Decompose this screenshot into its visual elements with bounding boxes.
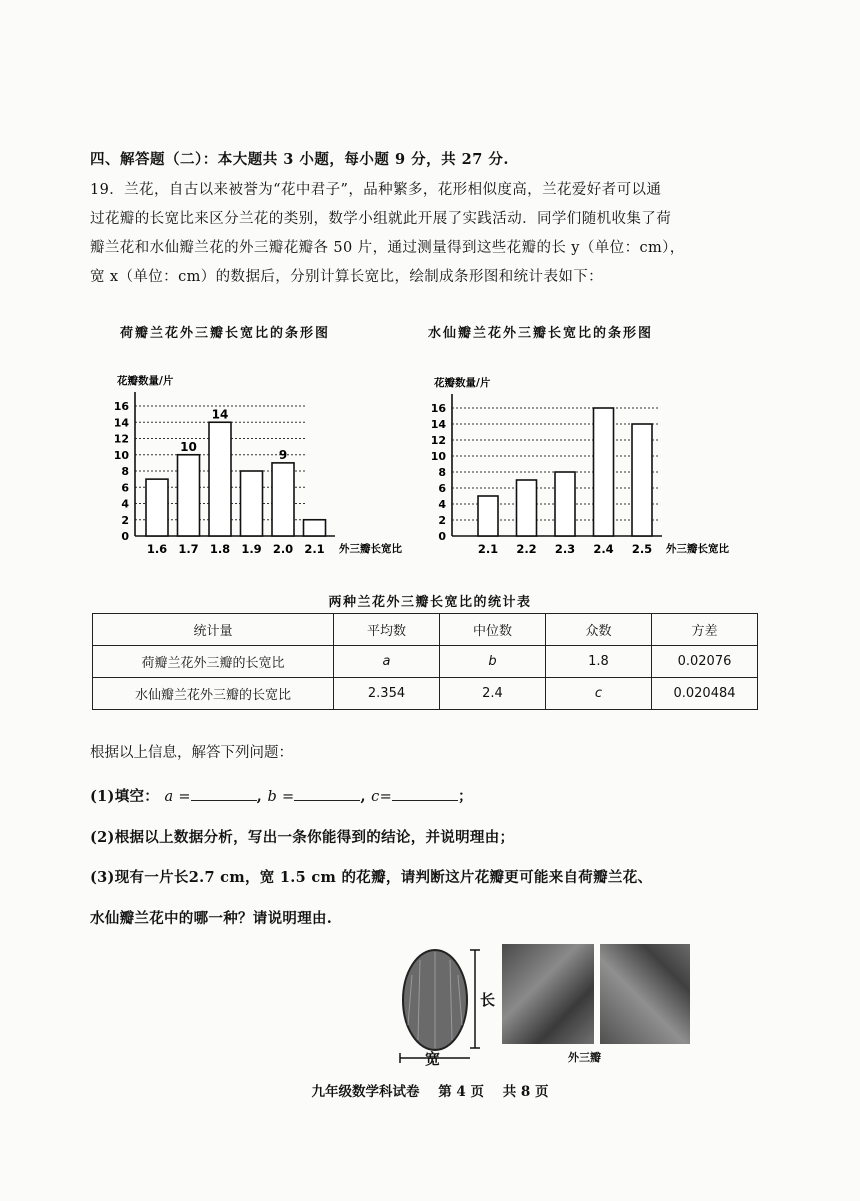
x-axis-label: 外三瓣长宽比 — [666, 543, 729, 555]
table-cell: 2.354 — [334, 678, 440, 710]
part-1-prefix: (1)填空： — [90, 788, 160, 805]
footer-total: 共 8 页 — [502, 1084, 549, 1100]
header-cell: 统计量 — [93, 614, 334, 646]
q19-line: 过花瓣的长宽比来区分兰花的类别，数学小组就此开展了实践活动．同学们随机收集了荷 — [90, 211, 672, 227]
bar-2.0 — [272, 463, 294, 536]
table-title: 两种兰花外三瓣长宽比的统计表 — [328, 595, 532, 610]
x-tick-label: 2.0 — [272, 542, 294, 556]
data-label: 9 — [278, 447, 288, 462]
table-row — [93, 678, 758, 710]
x-tick-label: 2.3 — [554, 542, 576, 556]
header-cell: 方差 — [652, 614, 758, 646]
q19-line: 宽 x（单位：cm）的数据后，分别计算长宽比，绘制成条形图和统计表如下： — [90, 269, 604, 285]
part-2: (2)根据以上数据分析，写出一条你能得到的结论，并说明理由； — [90, 829, 515, 846]
q19-line: 19．兰花，自古以来被誉为“花中君子”，品种繁多，花形相似度高，兰花爱好者可以通 — [90, 182, 662, 198]
y-tick-label: 16 — [430, 402, 446, 415]
table-row — [93, 646, 758, 678]
y-tick-label: 16 — [113, 400, 129, 413]
bar-1.7 — [178, 455, 200, 536]
bar-2.5 — [632, 424, 652, 536]
footer-course: 九年级数学科试卷 — [311, 1084, 420, 1100]
page-footer — [0, 1080, 860, 1100]
y-tick-label: 10 — [113, 448, 129, 462]
data-label: 10 — [180, 439, 197, 454]
table-cell: 1.8 — [546, 646, 652, 678]
bar-1.8 — [209, 422, 231, 536]
q19-line: 瓣兰花和水仙瓣兰花的外三瓣花瓣各 50 片，通过测量得到这些花瓣的长 y（单位：cm）， — [90, 240, 685, 256]
y-tick-label: 10 — [430, 450, 446, 463]
part-3-line-2: 水仙瓣兰花中的哪一种？请说明理由. — [90, 910, 333, 927]
x-tick-label: 1.6 — [146, 542, 168, 556]
y-tick-label: 4 — [121, 497, 129, 511]
y-tick-label: 6 — [121, 481, 129, 495]
part-1-end: ； — [458, 788, 473, 805]
table-cell: 0.02076 — [652, 646, 758, 678]
y-tick-label: 12 — [430, 434, 446, 447]
data-label: 14 — [211, 407, 229, 422]
table-cell: c — [546, 678, 652, 710]
bar-2.2 — [517, 480, 537, 536]
bar-1.9 — [241, 471, 263, 536]
y-tick-label: 6 — [438, 482, 446, 495]
x-tick-label: 2.5 — [631, 542, 653, 556]
length-label: 长 — [480, 991, 496, 1009]
y-tick-label: 4 — [438, 498, 446, 511]
y-tick-label: 0 — [438, 530, 446, 543]
bar-2.3 — [555, 472, 575, 536]
y-axis-label: 花瓣数量/片 — [434, 377, 491, 389]
outer-petal-caption: 外三瓣 — [568, 1051, 601, 1064]
x-tick-label: 2.2 — [516, 542, 537, 556]
part-1: (1)填空： a = , b = , c= ； — [90, 788, 473, 805]
blank-a — [191, 786, 257, 801]
y-tick-label: 14 — [430, 418, 446, 431]
y-tick-label: 8 — [121, 465, 129, 478]
orchid-photo-1 — [502, 944, 594, 1044]
bar-2.4 — [594, 408, 614, 536]
y-tick-label: 2 — [121, 513, 129, 527]
bar-2.1 — [304, 520, 326, 536]
table-cell: a — [334, 646, 440, 678]
chart-1-title: 荷瓣兰花外三瓣长宽比的条形图 — [120, 326, 331, 341]
x-tick-label: 1.7 — [178, 542, 199, 556]
chart-2-title: 水仙瓣兰花外三瓣长宽比的条形图 — [428, 326, 654, 341]
y-tick-label: 8 — [438, 466, 446, 479]
table-cell: 2.4 — [440, 678, 546, 710]
y-tick-label: 14 — [113, 416, 129, 430]
orchid-photo-2 — [600, 944, 690, 1044]
table-cell: 0.020484 — [652, 678, 758, 710]
x-tick-label: 2.4 — [593, 542, 614, 556]
question-19-stem — [90, 176, 760, 292]
section-header: 四、解答题（二）：本大题共 3 小题，每小题 9 分，共 27 分. — [90, 151, 509, 168]
table-cell: 荷瓣兰花外三瓣的长宽比 — [93, 646, 334, 678]
blank-b-label: b = — [267, 789, 295, 805]
x-tick-label: 2.1 — [477, 542, 499, 556]
header-cell: 众数 — [546, 614, 652, 646]
blank-c-label: c= — [371, 789, 393, 805]
statistics-table — [92, 613, 758, 710]
y-tick-label: 12 — [113, 432, 129, 446]
y-axis-label: 花瓣数量/片 — [117, 375, 174, 387]
part-3-line-1: (3)现有一片长2.7 cm，宽 1.5 cm 的花瓣，请判断这片花瓣更可能来自荷瓣兰花、 — [90, 869, 653, 886]
table-cell: b — [440, 646, 546, 678]
blank-c — [392, 786, 458, 801]
footer-page: 第 4 页 — [438, 1084, 484, 1100]
y-tick-label: 2 — [438, 514, 446, 527]
header-cell: 中位数 — [440, 614, 546, 646]
y-tick-label: 0 — [121, 530, 129, 543]
x-tick-label: 1.9 — [241, 542, 262, 556]
table-cell: 水仙瓣兰花外三瓣的长宽比 — [93, 678, 334, 710]
table-header-row — [93, 614, 758, 646]
chart-2-narcissus-petal-bar-chart — [420, 377, 750, 562]
blank-b — [294, 786, 360, 801]
blank-a-label: a = — [164, 789, 191, 805]
header-cell: 平均数 — [334, 614, 440, 646]
x-axis-label: 外三瓣长宽比 — [339, 543, 402, 555]
chart-1-lotus-petal-bar-chart — [100, 372, 430, 562]
bar-1.6 — [146, 479, 168, 536]
bar-2.1 — [478, 496, 498, 536]
instructions: 根据以上信息，解答下列问题： — [90, 745, 293, 761]
x-tick-label: 1.8 — [209, 542, 231, 556]
width-label: 宽 — [425, 1050, 441, 1068]
x-tick-label: 2.1 — [304, 542, 325, 556]
